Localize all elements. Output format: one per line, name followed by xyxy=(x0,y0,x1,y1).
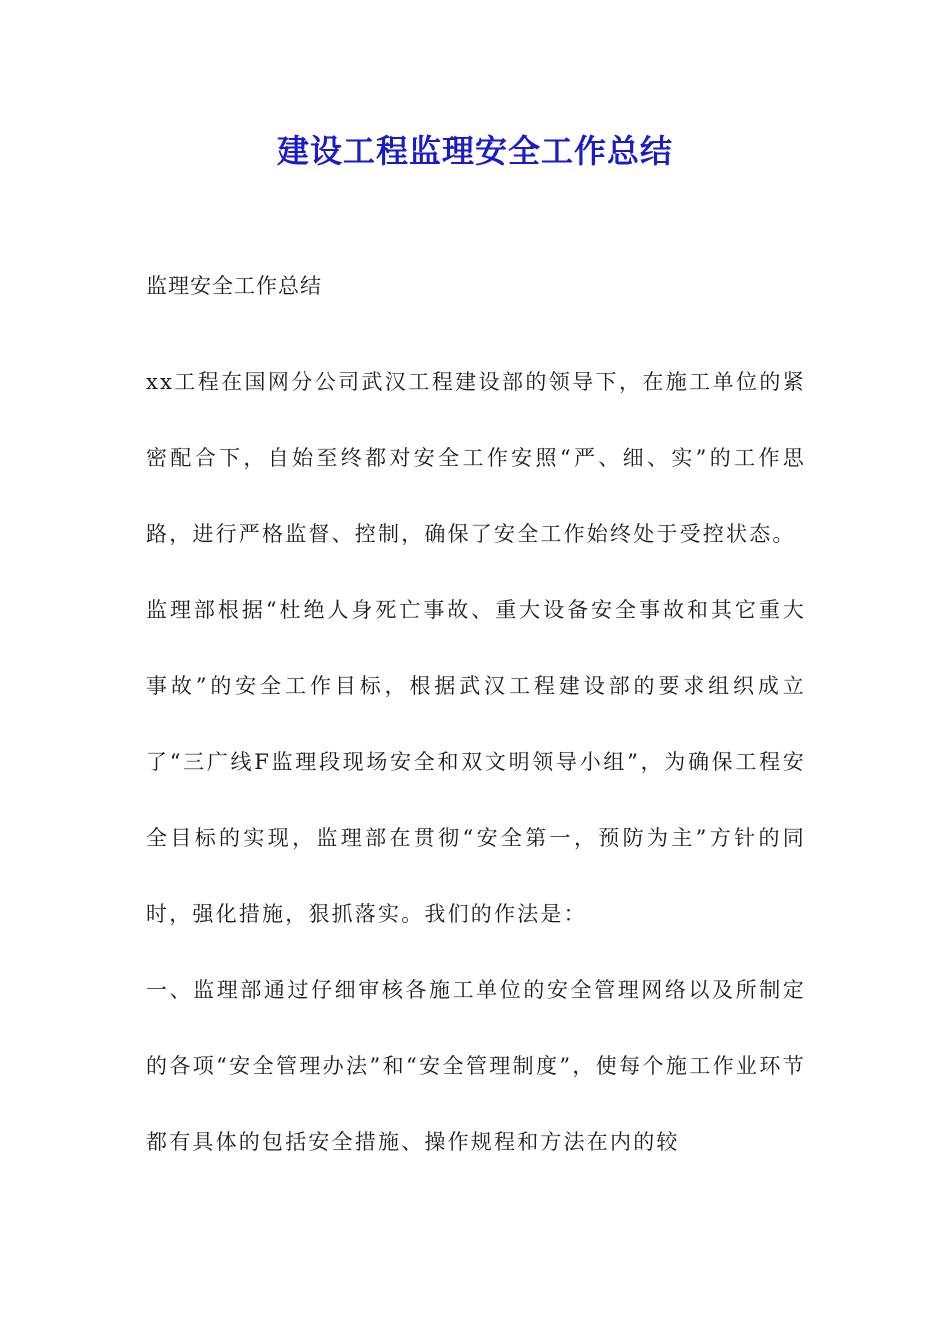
paragraph-3: 一、监理部通过仔细审核各施工单位的安全管理网络以及所制定的各项“安全管理办法”和“安全管理制度”，使每个施工作业环节都有具体的包括安全措施、操作规程和方法在内的较 xyxy=(146,978,806,1154)
document-subtitle: 监理安全工作总结 xyxy=(146,274,322,298)
document-body xyxy=(146,268,806,1180)
document-title: 建设工程监理安全工作总结 xyxy=(276,132,673,170)
paragraph-2: 监理部根据“杜绝人身死亡事故、重大设备安全事故和其它重大事故”的安全工作目标，根据武汉工程建设部的要求组织成立了“三广线F监理段现场安全和双文明领导小组”，为确保工程安全目标的实现，监理部在贯彻“安全第一，预防为主”方针的同时，强化措施，狠抓落实。我们的作法是： xyxy=(146,598,806,926)
paragraph-1: xx工程在国网分公司武汉工程建设部的领导下，在施工单位的紧密配合下，自始至终都对安全工作安照“严、细、实”的工作思路，进行严格监督、控制，确保了安全工作始终处于受控状态。 xyxy=(146,370,806,546)
